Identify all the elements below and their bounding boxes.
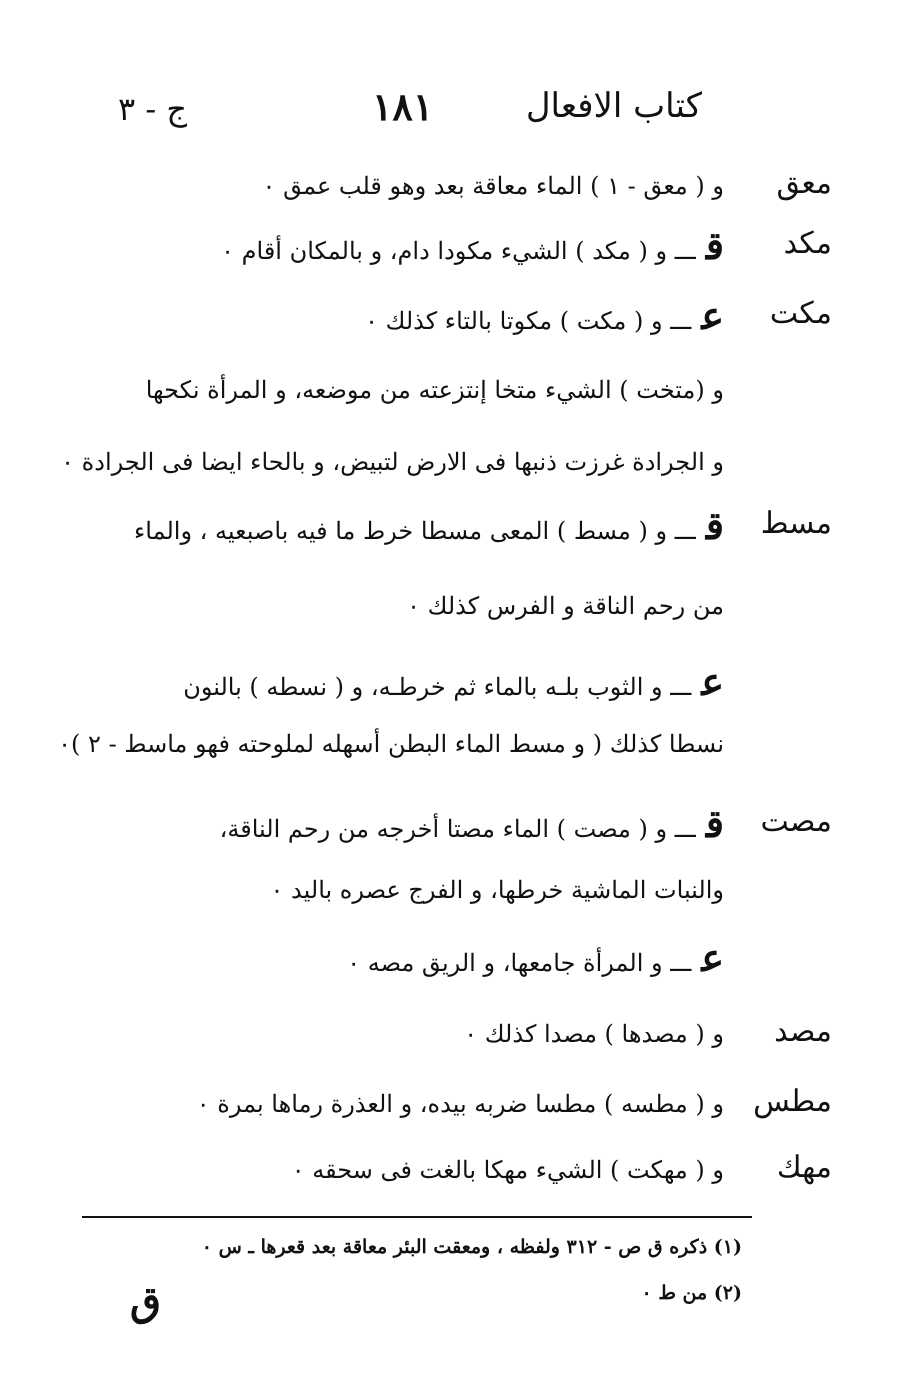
entry-text: و ( معق - ١ ) الماء معاقة بعد وهو قلب عمق ٠	[262, 172, 724, 200]
entry-line	[0, 370, 912, 430]
signature-mark: ق	[130, 1278, 162, 1325]
entry-text: ـــ و ( مكت ) مكوتا بالتاء كذلك ٠	[365, 307, 692, 335]
footnote: (٢) من ط ٠	[641, 1282, 742, 1304]
entry-line	[0, 801, 912, 864]
book-siglum: ع	[701, 293, 724, 338]
entry-text: و الجرادة غرزت ذنبها فى الارض لتبيض، و بالحاء ايضا فى الجرادة ٠	[61, 448, 724, 476]
entry-text: و ( مهكت ) الشيء مهكا بالغت فى سحقه ٠	[291, 1156, 724, 1184]
entry-text: ـــ و ( مكد ) الشيء مكودا دام، و بالمكان أقام ٠	[221, 237, 696, 265]
footnote-divider	[82, 1216, 752, 1218]
entry-text: والنبات الماشية خرطها، و الفرج عصره باليد ٠	[270, 876, 724, 904]
entry-root: مكت	[769, 296, 832, 331]
entry-root: مصد	[774, 1014, 832, 1049]
entry-text: ـــ و ( مسط ) المعى مسطا خرط ما فيه باصبعيه ، والماء	[134, 517, 696, 545]
entry-root: مصت	[760, 804, 832, 839]
entry-text: ـــ و الثوب بلـه بالماء ثم خرطـه، و ( نسطه ) بالنون	[183, 673, 692, 701]
page-number: ١٨١	[372, 84, 434, 129]
entry-text: و (متخت ) الشيء متخا إنتزعته من موضعه، و المرأة نكحها	[145, 376, 724, 404]
book-siglum: ع	[701, 659, 724, 704]
volume-marker: ج - ٣	[118, 90, 187, 128]
entry-text: نسطا كذلك ( و مسط الماء البطن أسهله لملوحته فهو ماسط - ٢ )٠	[58, 730, 724, 758]
entry-line	[0, 1150, 912, 1210]
entry-text: و ( مصدها ) مصدا كذلك ٠	[464, 1020, 724, 1048]
entry-line	[0, 586, 912, 646]
entry-line	[0, 223, 912, 286]
entry-line	[0, 724, 912, 784]
entry-line	[0, 1014, 912, 1074]
book-siglum: ع	[701, 935, 724, 980]
entry-line	[0, 442, 912, 502]
entry-root: مكد	[783, 226, 832, 261]
entry-text: ـــ و ( مصت ) الماء مصتا أخرجه من رحم الناقة،	[219, 815, 696, 843]
entry-line	[0, 503, 912, 566]
entry-root: مطس	[753, 1084, 832, 1119]
book-siglum: ق	[705, 223, 724, 268]
footnote: (١) ذكره ق ص - ٣١٢ ولفظه ، ومعقت البئر معاقة بعد قعرها ـ س ٠	[201, 1236, 742, 1258]
entry-root: مسط	[760, 506, 832, 541]
entry-text: من رحم الناقة و الفرس كذلك ٠	[407, 592, 724, 620]
book-siglum: ق	[705, 801, 724, 846]
book-siglum: ق	[705, 503, 724, 548]
entry-text: ـــ و المرأة جامعها، و الريق مصه ٠	[347, 949, 692, 977]
entry-line	[0, 870, 912, 930]
entry-line	[0, 1084, 912, 1144]
entry-root: مهك	[776, 1150, 832, 1185]
entry-text: و ( مطسه ) مطسا ضربه بيده، و العذرة رماها بمرة ٠	[196, 1090, 724, 1118]
running-title: كتاب الافعال	[525, 86, 702, 126]
entry-line	[0, 293, 912, 356]
entry-root: معق	[776, 166, 832, 201]
entry-line	[0, 935, 912, 998]
entry-line	[0, 659, 912, 722]
entry-line	[0, 166, 912, 226]
